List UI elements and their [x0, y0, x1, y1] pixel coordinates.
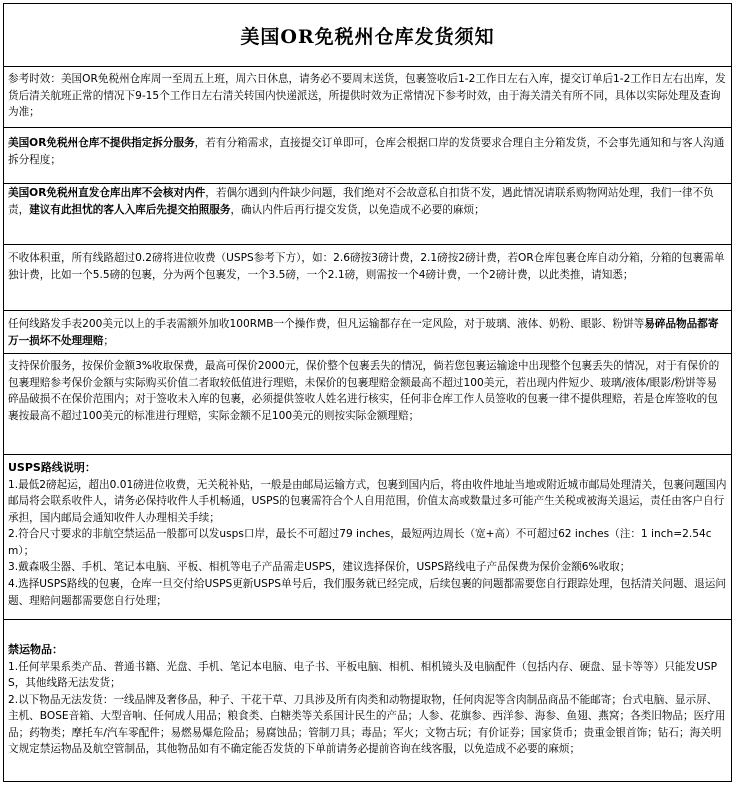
- notice-title: [4, 4, 731, 67]
- section-insurance: [4, 354, 731, 455]
- section-timing: [4, 67, 731, 128]
- no-check-bold-1: 美国OR免税州直发仓库出库不会核对内件: [8, 187, 206, 199]
- no-check-mid: ，若偶尔遇到内件缺少问题，我们绝对不会故意私自扣货不发，遇此情况请联系购物网站处理，我们一律不负责，: [8, 187, 714, 216]
- usps-heading: USPS路线说明：: [8, 461, 96, 474]
- section-watch: [4, 311, 731, 354]
- watch-end: ；: [103, 334, 114, 347]
- insurance-text: 支持保价服务，按保价金额3%收取保费，最高可保价2000元，保价整个包裹丢失的情况，倘若您包裹运输途中出现整个包裹丢失的情况，对于有保价的包裹理赔参考保价金额与实际购买价值二者取较低值进行理赔，未保价的包裹理赔金额最高不超过100美元，若出现内件短少、玻璃/液体/眼影/粉饼等易碎品破损不在保价范围内；对于签收未入库的包裹，必须提供签收人姓名进行核实，任何非仓库工作人员签收的包裹一律不提供理赔，若是仓库签收的包裹按最高不超过100美元的标准进行理赔，实际金额不足100美元的则按实际金额理赔；: [8, 360, 720, 422]
- timing-text: 参考时效：美国OR免税州仓库周一至周五上班，周六日休息，请务必不要周末送货，包裹签收后1-2工作日左右入库，提交订单后1-2工作日左右出库，发货后清关航班正常的情况下9-15个工作日左右清关转国内快递派送，所提供时效为正常情况下参考时效，由于海关清关有所不同，具体以实际处理及查询为准；: [8, 73, 726, 119]
- prohibited-item-2: 2.以下物品无法发货：一线品牌及奢侈品，种子、干花干草、刀具涉及所有肉类和动物提取物，任何肉泥等含肉制品商品不能邮寄；台式电脑、显示屏、主机、BOSE音箱、大型音响、任何成人用品；粮食类、白糖类等关系国计民生的产品；人参、花旗参、西洋参、海参、鱼翅、燕窝；各类旧物品；医疗用品；药物类；摩托车/汽车零配件；易燃易爆危险品；易腐蚀品；管制刀具；毒品；军火；文物古玩；有价证券；国家货币；贵重金银首饰；钻石；海关明文规定禁运物品及航空管制品，其他物品如有不确定能否发货的下单前请务必提前咨询在线客服，以免造成不必要的麻烦；: [8, 693, 726, 756]
- usps-item-1: 1.最低2磅起运，超出0.01磅进位收费，无关税补贴，一般是由邮局运输方式，包裹到国内后，将由收件地址当地或附近城市邮局处理清关，包裹问题国内邮局将会联系收件人，请务必保持收件人手机畅通，USPS的包裹需符合个人自用范围，价值太高或数量过多可能产生关税或被海关退运，责任由客户自行承担，国内邮局会通知收件人办理相关手续；: [8, 478, 727, 524]
- notice-sheet: [3, 3, 732, 782]
- section-no-check: [4, 184, 731, 245]
- section-prohibited: [4, 620, 731, 781]
- prohibited-heading: 禁运物品：: [8, 643, 63, 656]
- usps-item-3: 3.戴森吸尘器、手机、笔记本电脑、平板、相机等电子产品需走USPS，建议选择保价，USPS路线电子产品保费为保价金额6%收取；: [8, 561, 631, 574]
- watch-text: [8, 316, 727, 349]
- no-split-rest: ，若有分箱需求，直接提交订单即可，仓库会根据口岸的发货要求合理自主分箱发货，不会事先通知和与客人沟通拆分程度；: [8, 137, 725, 166]
- usps-item-2: 2.符合尺寸要求的非航空禁运品一般都可以发usps口岸，最长不可超过79 inches，最短两边周长（宽+高）不可超过62 inches（注：1 inch=2.54cm）；: [8, 528, 712, 557]
- section-usps: [4, 455, 731, 620]
- no-check-text: [8, 185, 727, 218]
- prohibited-item-1: 1.任何苹果系类产品、普通书籍、光盘、手机、笔记本电脑、电子书、平板电脑、相机、相机镜头及电脑配件（包括内存、硬盘、显卡等等）只能发USPS，其他线路无法发货；: [8, 660, 717, 690]
- no-check-end: ，确认内件后再行提交发货，以免造成不必要的麻烦；: [230, 203, 485, 216]
- notice-title-text: 美国OR免税州仓库发货须知: [240, 25, 495, 48]
- section-no-split: [4, 128, 731, 184]
- no-split-text: [8, 135, 727, 168]
- weight-text: 不收体积重，所有线路超过0.2磅将进位收费（USPS参考下方），如：2.6磅按3磅计费，2.1磅按2磅计费，若OR仓库包裹仓库自动分箱，分箱的包裹需单独计费，比如一个5.5磅的包裹，分为两个包裹发，一个3.5磅，一个2.1磅，则需按一个4磅计费，一个2磅计费，以此类推，请知悉；: [8, 252, 725, 281]
- watch-rest: 任何线路发手表200美元以上的手表需额外加收100RMB一个操作费，但凡运输都存在一定风险，对于玻璃、液体、奶粉、眼影、粉饼等: [8, 318, 645, 330]
- no-split-bold: 美国OR免税州仓库不提供指定拆分服务: [8, 137, 195, 149]
- watch-bold: 易碎品物品都寄万一损坏不处理理赔: [8, 318, 719, 347]
- section-weight: [4, 245, 731, 311]
- no-check-bold-2: 建议有此担忧的客人入库后先提交拍照服务: [29, 203, 231, 216]
- usps-item-4: 4.选择USPS路线的包裹，仓库一旦交付给USPS更新USPS单号后，我们服务就已经完成，后续包裹的问题都需要您自行跟踪处理，包括清关问题、退运问题、理赔问题都需要您自行处理；: [8, 578, 726, 607]
